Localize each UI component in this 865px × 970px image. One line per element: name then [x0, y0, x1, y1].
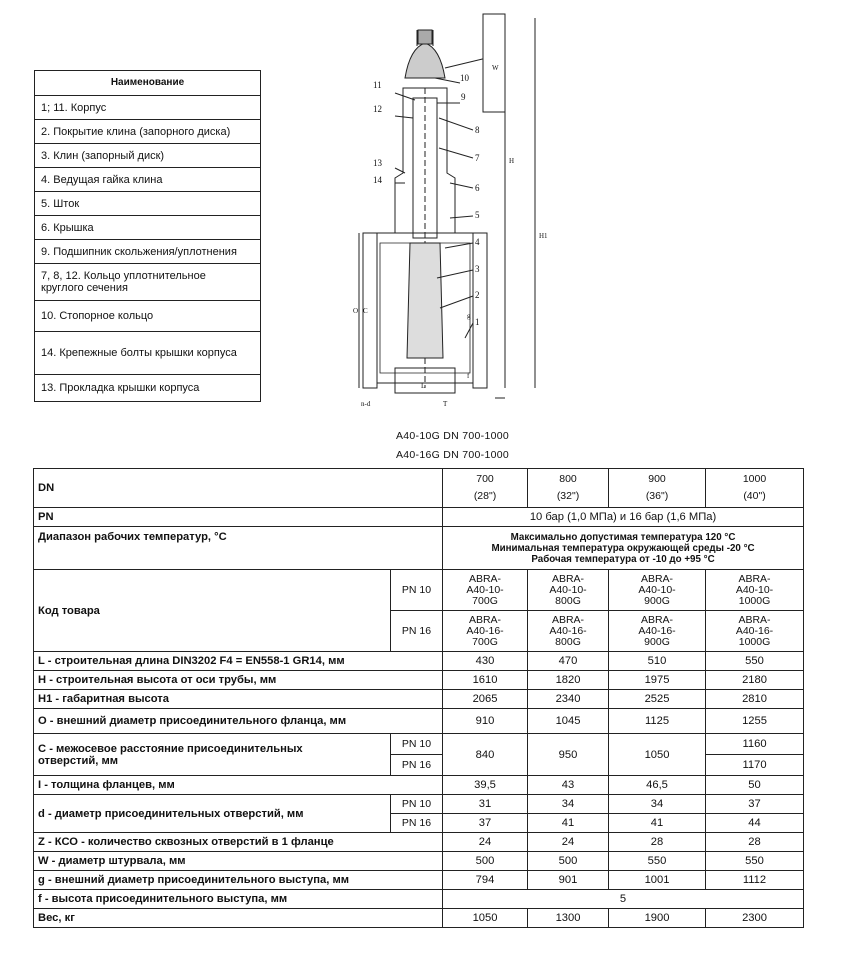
d-label: d - диаметр присоединительных отверстий, мм — [34, 795, 391, 833]
code-1000-pn16: ABRA- A40-16- 1000G — [706, 611, 804, 652]
g-label: g - внешний диаметр присоединительного выступа, мм — [34, 871, 443, 890]
d-pn16: PN 16 — [391, 814, 443, 833]
I-label: I - толщина фланцев, мм — [34, 776, 443, 795]
C-800: 950 — [528, 734, 609, 776]
part-item: 14. Крепежные болты крышки корпуса — [35, 332, 261, 375]
spec-table — [33, 468, 804, 928]
part-item: 10. Стопорное кольцо — [35, 301, 261, 332]
row-code-pn10 — [34, 570, 804, 611]
O-800: 1045 — [528, 709, 609, 734]
O-label: O - внешний диаметр присоединительного фланца, мм — [34, 709, 443, 734]
Z-800: 24 — [528, 833, 609, 852]
g-800: 901 — [528, 871, 609, 890]
label-C: C — [363, 307, 368, 315]
H-1000: 2180 — [706, 671, 804, 690]
row-H — [34, 671, 804, 690]
I-1000: 50 — [706, 776, 804, 795]
label-T: T — [443, 400, 448, 408]
caption-a40-10g: A40-10G DN 700-1000 — [395, 430, 510, 442]
d-800-pn10: 34 — [528, 795, 609, 814]
C-label: С - межосевое расстояние присоединительных отверстий, мм — [34, 734, 391, 776]
code-900-pn10: ABRA- A40-10- 900G — [609, 570, 706, 611]
code-900-pn16: ABRA- A40-16- 900G — [609, 611, 706, 652]
row-temp — [34, 527, 804, 570]
caption-a40-16g: A40-16G DN 700-1000 — [395, 449, 510, 461]
label-10: 10 — [460, 73, 469, 83]
part-item: 1; 11. Корпус — [35, 96, 261, 120]
row-O — [34, 709, 804, 734]
W-900: 550 — [609, 852, 706, 871]
label-H1: H1 — [539, 232, 548, 240]
L-1000: 550 — [706, 652, 804, 671]
row-W — [34, 852, 804, 871]
label-W: W — [492, 64, 499, 72]
part-item: 7, 8, 12. Кольцо уплотнительное круглого сечения — [35, 264, 261, 301]
d-900-pn16: 41 — [609, 814, 706, 833]
row-d-pn10 — [34, 795, 804, 814]
label-H: H — [509, 157, 515, 165]
d-700-pn16: 37 — [443, 814, 528, 833]
Z-700: 24 — [443, 833, 528, 852]
row-f — [34, 890, 804, 909]
W-700: 500 — [443, 852, 528, 871]
H-900: 1975 — [609, 671, 706, 690]
label-4: 4 — [475, 237, 480, 247]
H1-1000: 2810 — [706, 690, 804, 709]
label-13: 13 — [373, 158, 382, 168]
C-pn10: PN 10 — [391, 734, 443, 755]
O-700: 910 — [443, 709, 528, 734]
label-12: 12 — [373, 104, 382, 114]
dn-1000: 1000 (40") — [706, 469, 804, 508]
mass-900: 1900 — [609, 909, 706, 928]
temp-values: Максимально допустимая температура 120 °С Минимальная температура окружающей среды -20 °С Рабочая температура от -10 до +95 °С — [443, 527, 804, 570]
label-6: 6 — [475, 183, 480, 193]
part-item: 2. Покрытие клина (запорного диска) — [35, 120, 261, 144]
d-pn10: PN 10 — [391, 795, 443, 814]
mass-1000: 2300 — [706, 909, 804, 928]
f-label: f - высота присоединительного выступа, мм — [34, 890, 443, 909]
d-1000-pn16: 44 — [706, 814, 804, 833]
pn-value: 10 бар (1,0 МПа) и 16 бар (1,6 МПа) — [443, 508, 804, 527]
L-900: 510 — [609, 652, 706, 671]
label-f: f — [467, 372, 470, 380]
label-L: L — [421, 382, 426, 390]
code-700-pn16: ABRA- A40-16- 700G — [443, 611, 528, 652]
label-O: O — [353, 307, 359, 315]
part-item: 4. Ведущая гайка клина — [35, 168, 261, 192]
valve-drawing — [355, 8, 555, 418]
L-700: 430 — [443, 652, 528, 671]
mass-label: Вес, кг — [34, 909, 443, 928]
row-I — [34, 776, 804, 795]
g-900: 1001 — [609, 871, 706, 890]
parts-header: Наименование — [35, 71, 261, 96]
d-900-pn10: 34 — [609, 795, 706, 814]
I-900: 46,5 — [609, 776, 706, 795]
H-700: 1610 — [443, 671, 528, 690]
row-g — [34, 871, 804, 890]
row-H1 — [34, 690, 804, 709]
parts-legend-table — [34, 70, 261, 402]
C-700: 840 — [443, 734, 528, 776]
dn-900: 900 (36") — [609, 469, 706, 508]
g-1000: 1112 — [706, 871, 804, 890]
label-11: 11 — [373, 80, 382, 90]
part-item: 3. Клин (запорный диск) — [35, 144, 261, 168]
H1-label: H1 - габаритная высота — [34, 690, 443, 709]
dn-label: DN — [34, 469, 443, 508]
label-8: 8 — [475, 125, 480, 135]
code-1000-pn10: ABRA- A40-10- 1000G — [706, 570, 804, 611]
I-700: 39,5 — [443, 776, 528, 795]
code-800-pn16: ABRA- A40-16- 800G — [528, 611, 609, 652]
label-7: 7 — [475, 153, 480, 163]
g-700: 794 — [443, 871, 528, 890]
label-nd: n-d — [361, 400, 371, 408]
dn-700: 700 (28") — [443, 469, 528, 508]
part-item: 9. Подшипник скольжения/уплотнения — [35, 240, 261, 264]
W-label: W - диаметр штурвала, мм — [34, 852, 443, 871]
label-14: 14 — [373, 175, 382, 185]
L-800: 470 — [528, 652, 609, 671]
label-1: 1 — [475, 317, 480, 327]
Z-900: 28 — [609, 833, 706, 852]
code-label: Код товара — [34, 570, 391, 652]
d-800-pn16: 41 — [528, 814, 609, 833]
label-9: 9 — [461, 92, 466, 102]
label-3: 3 — [475, 264, 480, 274]
d-700-pn10: 31 — [443, 795, 528, 814]
H1-700: 2065 — [443, 690, 528, 709]
label-g: g — [467, 312, 471, 320]
label-5: 5 — [475, 210, 480, 220]
code-700-pn10: ABRA- A40-10- 700G — [443, 570, 528, 611]
O-900: 1125 — [609, 709, 706, 734]
part-item: 13. Прокладка крышки корпуса — [35, 375, 261, 402]
Z-label: Z - КСО - количество сквозных отверстий в 1 фланце — [34, 833, 443, 852]
C-900: 1050 — [609, 734, 706, 776]
dn-800: 800 (32") — [528, 469, 609, 508]
W-1000: 550 — [706, 852, 804, 871]
row-L — [34, 652, 804, 671]
part-item: 6. Крышка — [35, 216, 261, 240]
pn-label: PN — [34, 508, 443, 527]
mass-700: 1050 — [443, 909, 528, 928]
code-800-pn10: ABRA- A40-10- 800G — [528, 570, 609, 611]
Z-1000: 28 — [706, 833, 804, 852]
H-label: H - строительная высота от оси трубы, мм — [34, 671, 443, 690]
I-800: 43 — [528, 776, 609, 795]
W-800: 500 — [528, 852, 609, 871]
H1-900: 2525 — [609, 690, 706, 709]
label-2: 2 — [475, 290, 480, 300]
H-800: 1820 — [528, 671, 609, 690]
mass-800: 1300 — [528, 909, 609, 928]
row-dn — [34, 469, 804, 508]
C-1000-pn16: 1170 — [706, 755, 804, 776]
temp-label: Диапазон рабочих температур, °С — [34, 527, 443, 570]
f-value: 5 — [443, 890, 804, 909]
H1-800: 2340 — [528, 690, 609, 709]
C-pn16: PN 16 — [391, 755, 443, 776]
d-1000-pn10: 37 — [706, 795, 804, 814]
code-pn16: PN 16 — [391, 611, 443, 652]
code-pn10: PN 10 — [391, 570, 443, 611]
part-item: 5. Шток — [35, 192, 261, 216]
row-pn — [34, 508, 804, 527]
C-1000-pn10: 1160 — [706, 734, 804, 755]
row-mass — [34, 909, 804, 928]
row-C-pn10 — [34, 734, 804, 755]
row-Z — [34, 833, 804, 852]
O-1000: 1255 — [706, 709, 804, 734]
L-label: L - строительная длина DIN3202 F4 = EN558-1 GR14, мм — [34, 652, 443, 671]
